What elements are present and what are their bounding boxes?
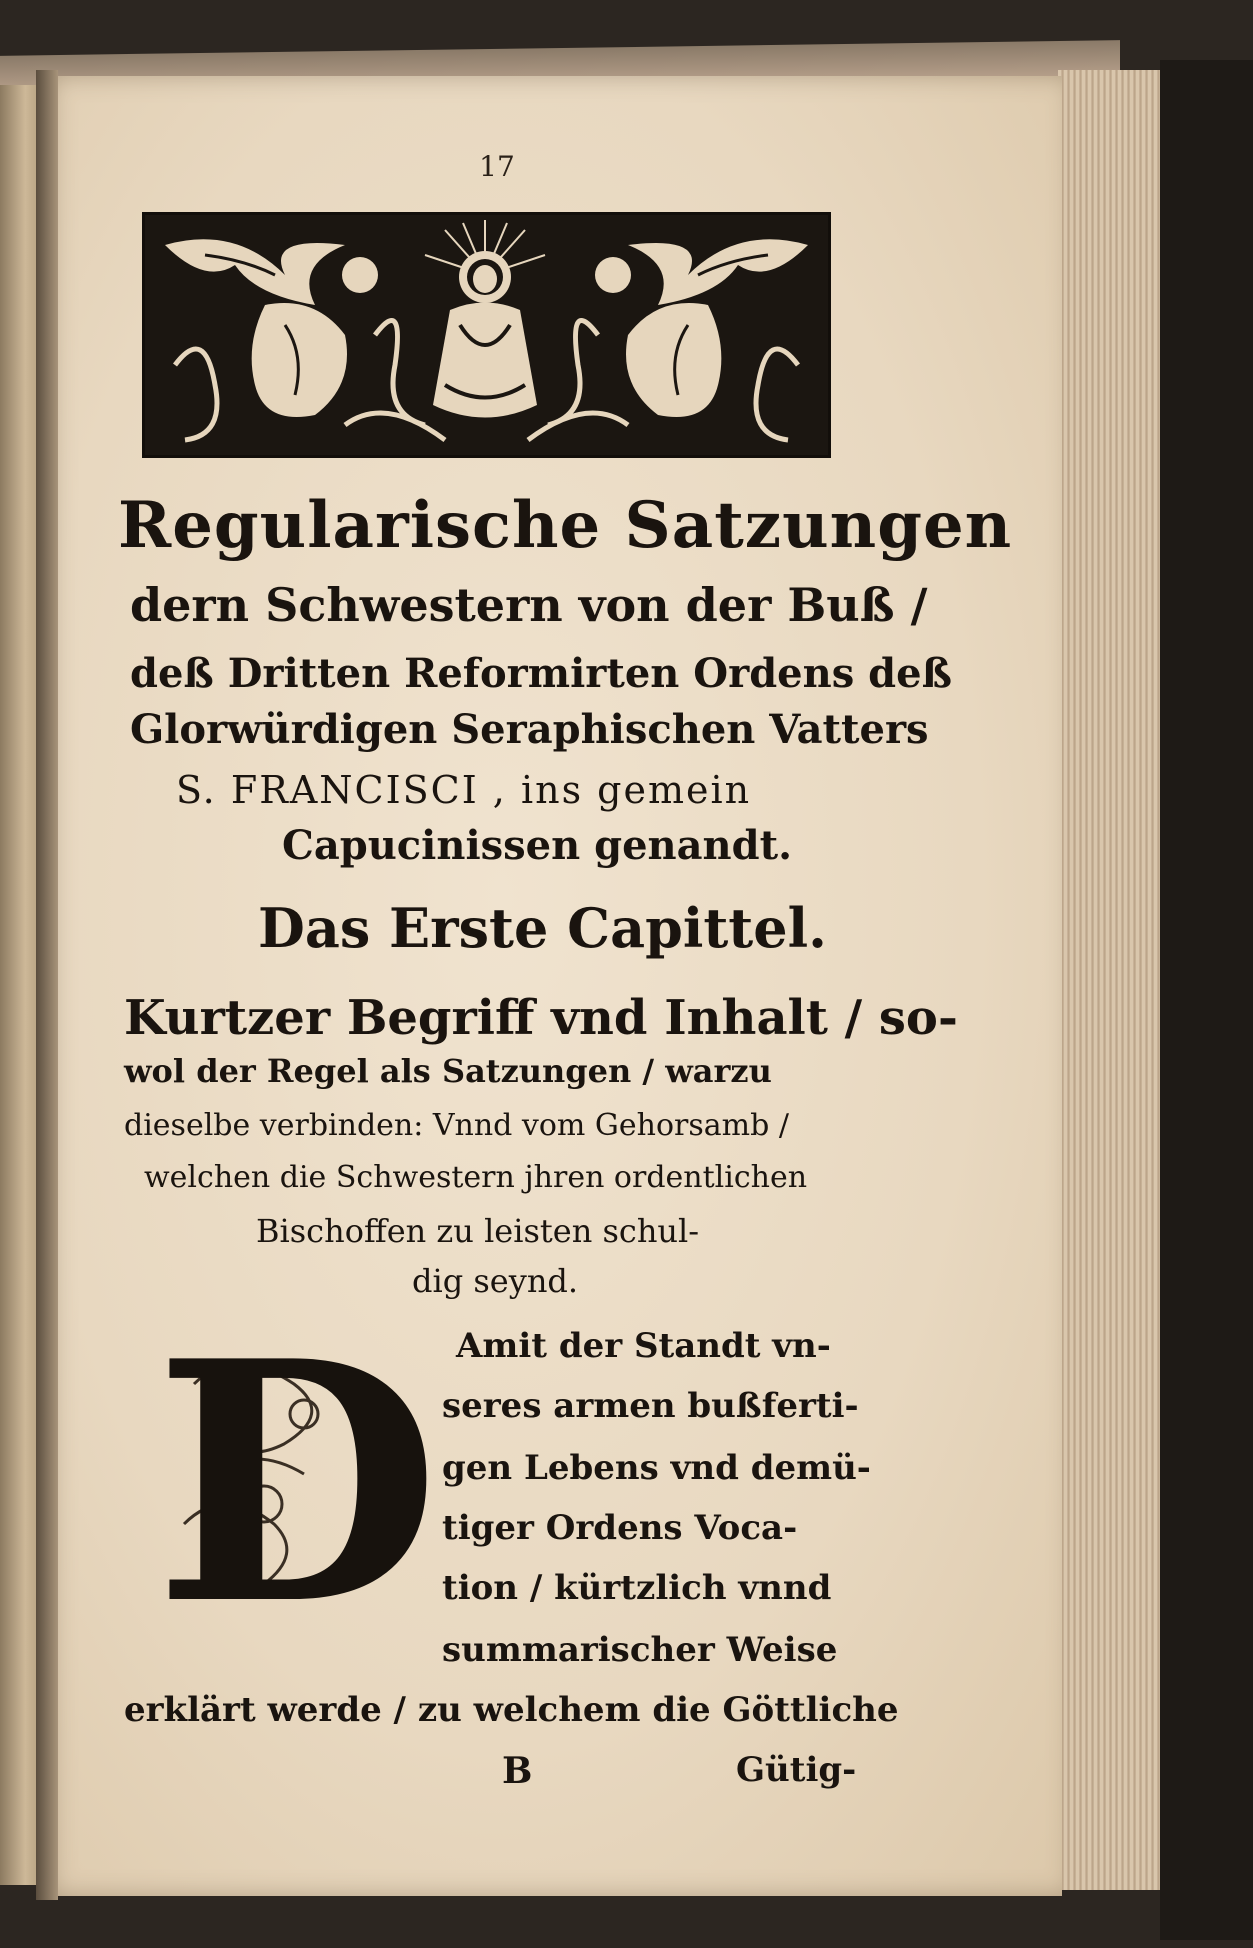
body-line-1: Amit der Standt vn- <box>456 1326 831 1366</box>
woodcut-ornament-icon <box>145 215 828 455</box>
chapter-title: Das Erste Capittel. <box>258 896 827 960</box>
woodcut-headpiece <box>142 212 831 458</box>
signature-mark: B <box>502 1750 533 1792</box>
catchword: Gütig- <box>736 1750 857 1790</box>
initial-letter: D <box>154 1289 441 1677</box>
heading-line-5: S. FRANCISCI , ins gemein <box>176 768 752 812</box>
decorated-initial <box>154 1289 441 1677</box>
body-line-6: summarischer Weise <box>442 1630 838 1670</box>
chapter-summary-line-1: Kurtzer Begriff vnd Inhalt / so- <box>124 990 958 1046</box>
book-gutter <box>36 70 58 1900</box>
chapter-summary-line-3: dieselbe verbinden: Vnnd vom Gehorsamb / <box>124 1108 789 1143</box>
page-number: 17 <box>479 150 515 183</box>
page-fore-edges <box>1058 70 1168 1890</box>
heading-line-2: dern Schwestern von der Buß / <box>130 578 928 632</box>
body-line-5: tion / kürtzlich vnnd <box>442 1568 832 1608</box>
heading-line-3: deß Dritten Reformirten Ordens deß <box>130 650 952 697</box>
chapter-summary-line-2: wol der Regel als Satzungen / warzu <box>124 1052 772 1090</box>
heading-line-6: Capucinissen genandt. <box>282 822 792 869</box>
chapter-summary-line-5: Bischoffen zu leisten schul- <box>256 1212 700 1250</box>
chapter-summary-line-6: dig seynd. <box>412 1262 579 1300</box>
book-cover <box>1160 60 1253 1940</box>
body-line-2: seres armen bußferti- <box>442 1386 859 1426</box>
heading-line-4: Glorwürdigen Seraphischen Vatters <box>130 706 929 753</box>
body-line-7: erklärt werde / zu welchem die Göttliche <box>124 1690 899 1730</box>
heading-line-1: Regularische Satzungen <box>118 488 1013 563</box>
chapter-summary-line-4: welchen die Schwestern jhren ordentlichen <box>144 1160 808 1195</box>
body-line-3: gen Lebens vnd demü- <box>442 1448 871 1488</box>
body-line-4: tiger Ordens Voca- <box>442 1508 798 1548</box>
